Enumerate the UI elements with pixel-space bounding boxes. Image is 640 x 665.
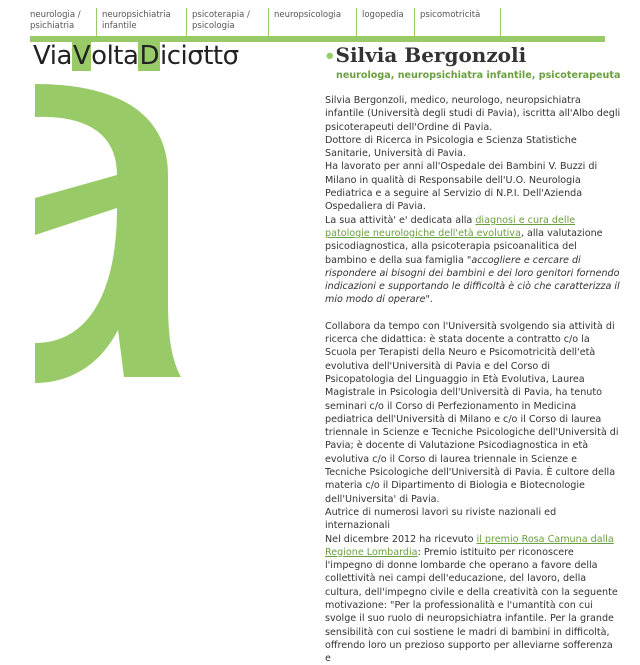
nav-neuropsichiatria-infantile[interactable]: neuropsichiatria infantile: [97, 8, 187, 36]
nav-neuropsicologia[interactable]: neuropsicologia: [269, 8, 357, 36]
decorative-letter-a: [0, 0, 320, 480]
logo-part: Via: [33, 41, 72, 71]
bio-paragraph: Silvia Bergonzoli, medico, neurologo, neuropsichiatra infantile (Università degli studi di Pavia), iscritta all'Albo degli psicoterapeuti dell'Ordine di Pavia.: [325, 94, 621, 134]
bio-paragraph: [325, 214, 621, 307]
logo-part: ici: [160, 41, 187, 71]
text: La sua attività' e' dedicata alla: [325, 215, 475, 226]
bullet-icon: •: [324, 46, 336, 67]
bio-paragraph: Autrice di numerosi lavori su riviste nazionali ed internazionali: [325, 506, 621, 533]
text: , alla valutazione psicodiagnostica, alla psicoterapia psicoanalitica del bambino e della sua famiglia: [325, 228, 603, 266]
link-diagnosi-cura[interactable]: diagnosi e cura delle patologie neurologiche dell'età evolutiva: [325, 215, 575, 239]
bio-paragraph: Ha lavorato per anni all'Ospedale dei Bambini V. Buzzi di Milano in qualità di Responsabile dell'U.O. Neurologia Pediatrica e a seguire al Servizio di N.P.I. Dell'Azienda Ospedaliera di Pavia.: [325, 160, 621, 213]
logo-part: σttσ: [187, 41, 238, 71]
logo-part: D: [138, 41, 160, 71]
logo-part: olta: [91, 41, 138, 71]
link-premio-rosa-camuna[interactable]: il premio Rosa Camuna dalla Regione Lombardia: [325, 534, 614, 558]
text: .: [430, 294, 433, 305]
nav-logopedia[interactable]: logopedia: [357, 8, 415, 36]
text: Nel dicembre 2012 ha ricevuto: [325, 534, 477, 545]
nav-psicomotricita[interactable]: psicomotricità: [415, 8, 501, 36]
nav-neurologia-psichiatria[interactable]: neurologia / psichiatria: [30, 8, 97, 36]
page-title: [324, 43, 526, 67]
quote: "accogliere e cercare di rispondere ai bisogni dei bambini e dei loro genitori fornendo indicazioni e supportando le difficoltà è ciò che caratterizza il mio modo di operare": [325, 255, 620, 306]
profile-name: Silvia Bergonzoli: [336, 43, 527, 67]
bio-paragraph: Dottore di Ricerca in Psicologia e Scienza Statistiche Sanitarie, Università di Pavia.: [325, 134, 621, 161]
nav-psicoterapia-psicologia[interactable]: psicoterapia / psicologia: [187, 8, 269, 36]
text: : Premio istituito per riconoscere l'impegno di donne lombarde che operano a favore della collettività nei campi dell'educazione, del lavoro, della cultura, dell'impegno civile e della creatività con la seguente motivazione: "Per la professionalità e l'umantità con cui svolge il suo ruolo di neuropsichiatra infantile. Per la grande sensibilità con cui sostiene le madri di bambini in difficoltà, offrendo loro un prezioso supporto per alleviarne sofferenza e: [325, 547, 618, 664]
bio-paragraph: [325, 533, 621, 665]
bio-paragraph: Collabora da tempo con l'Università svolgendo sia attività di ricerca che didattica: è stata docente a contratto c/o la Scuola per Terapisti della Neuro e Psicomotricità dell'età evolutiva dell'Università di Pavia e del Corso di Psicopatologia del Linguaggio in Età Evolutiva, Laurea Magistrale in Psicologia dell'Università di Pavia, ha tenuto seminari c/o il Corso di Perfezionamento in Medicina pediatrica dell'Università di Milano e c/o il Corso di laurea triennale in Scienze e Tecniche Psicologiche dell'Università di Pavia; è docente di Valutazione Psicodiagnostica in età evolutiva c/o il Corso di laurea triennale in Scienze e Tecniche Psicologiche dell'Università di Pavia. È cultore della materia c/o il Dipartimento di Biologia e Biotecnologie dell'Universita' di Pavia.: [325, 320, 621, 506]
bio-content: [325, 94, 621, 665]
profile-subtitle: neurologa, neuropsichiatra infantile, psicoterapeuta: [336, 70, 620, 81]
logo-part: V: [72, 41, 91, 71]
